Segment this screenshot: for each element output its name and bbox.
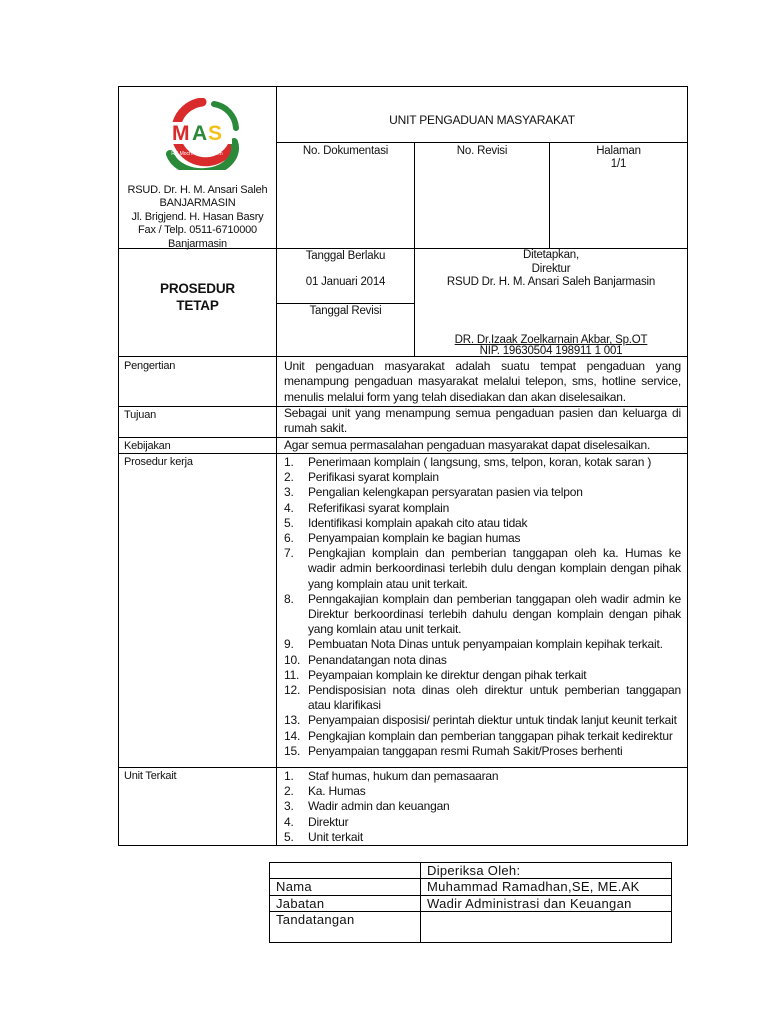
unit-terkait-item-text: Staf humas, hukum dan pemasaaran [308, 769, 499, 783]
page-value: 1/1 [610, 158, 627, 170]
hospital-name: RSUD. Dr. H. M. Ansari Saleh [127, 184, 268, 196]
tujuan-label: Tujuan [124, 409, 157, 421]
page-label: Halaman [596, 145, 641, 157]
kebijakan-text: Agar semua permasalahan pengaduan masyarakat dapat diselesaikan. [284, 438, 651, 452]
prosedur-step-number: 5. [284, 515, 294, 530]
unit-terkait-item-number: 5. [284, 829, 294, 844]
protap-title [119, 280, 276, 314]
prosedur-step-text: Penyampaian tanggapan resmi Rumah Sakit/Proses berhenti [308, 743, 623, 758]
prosedur-step-text: Penyampaian disposisi/ perintah diektur untuk tindak lanjut keunit terkait [308, 713, 677, 728]
protap-title-line2: TETAP [176, 298, 219, 313]
director-title: Direktur [531, 262, 571, 275]
prosedur-step-number: 6. [284, 531, 294, 546]
pengertian-label: Pengertian [124, 360, 176, 372]
verified-by-header: Diperiksa Oleh: [427, 863, 521, 878]
hospital-identity [119, 184, 276, 251]
unit-terkait-item-number: 1. [284, 769, 294, 783]
set-by: Ditetapkan, [523, 249, 579, 261]
unit-terkait-item-text: Ka. Humas [308, 784, 366, 799]
prosedur-step-text: Pengkajian komplain dan pemberian tanggapan pihak terkait kedirektur [308, 728, 673, 743]
prosedur-step-number: 3. [284, 485, 294, 500]
institution-name: RSUD Dr. H. M. Ansari Saleh Banjarmasin [446, 276, 656, 288]
unit-terkait-item [284, 815, 681, 830]
prosedur-steps-list [284, 455, 681, 759]
signature-label: Tandatangan [276, 912, 355, 927]
approval-block [415, 249, 687, 290]
prosedur-step [284, 713, 681, 728]
prosedur-step-text: Pengkajian komplain dan pemberian tanggapan oleh ka. Humas ke wadir admin berkoordinasi terlebih dulu dengan komplain dengan pihak yang komplain atau unit terkait. [308, 546, 681, 591]
hospital-address: Jl. Brigjend. H. Hasan Basry [131, 210, 264, 223]
kebijakan-label: Kebijakan [124, 440, 171, 452]
prosedur-step-text: Penerimaan komplain ( langsung, sms, telpon, koran, kotak saran ) [308, 455, 652, 469]
doc-number-label: No. Dokumentasi [302, 145, 389, 157]
prosedur-step-number: 15. [284, 743, 301, 758]
unit-terkait-item [284, 799, 681, 814]
hospital-logo [148, 98, 244, 170]
prosedur-step [284, 485, 681, 500]
prosedur-step-number: 12. [284, 683, 301, 698]
logo-text-s: S [208, 122, 223, 145]
prosedur-step-number: 11. [284, 667, 300, 682]
revision-date-label: Tanggal Revisi [309, 305, 382, 317]
hospital-city: BANJARMASIN [159, 197, 236, 210]
prosedur-step [284, 546, 681, 592]
prosedur-step [284, 744, 681, 759]
prosedur-step-number: 1. [284, 455, 294, 469]
prosedur-step-text: Pendisposisian nota dinas oleh direktur untuk pemberian tanggapan atau klarifikasi [308, 683, 681, 713]
signer-name: DR. Dr.Izaak Zoelkarnain Akbar, Sp.OT [454, 334, 648, 346]
unit-terkait-item [284, 830, 681, 845]
prosedur-step-text: Identifikasi komplain apakah cito atau tidak [308, 515, 528, 530]
hospital-address-city: Banjarmasin [168, 237, 227, 250]
revision-number-label: No. Revisi [456, 145, 508, 157]
prosedur-step [284, 516, 681, 531]
tujuan-text: Sebagai unit yang menampung semua pengaduan pasien dan keluarga di rumah sakit. [284, 406, 681, 436]
name-value: Muhammad Ramadhan,SE, ME.AK [427, 879, 640, 894]
pengertian-text: Unit pengaduan masyarakat adalah suatu tempat pengaduan yang menampung pengaduan masyarakat melalui telepon, sms, hotline service, menulis melalui form yang telah disediakan dan akan diselesaikan. [284, 359, 681, 404]
unit-terkait-item-number: 3. [284, 799, 294, 814]
prosedur-step-text: Referifikasi syarat komplain [308, 500, 450, 515]
prosedur-step [284, 455, 681, 470]
prosedur-step-number: 9. [284, 637, 294, 652]
prosedur-step-number: 7. [284, 546, 294, 561]
logo-text-m: M [172, 122, 190, 145]
prosedur-step [284, 683, 681, 713]
prosedur-label: Prosedur kerja [124, 456, 193, 468]
prosedur-step [284, 592, 681, 638]
unit-terkait-item-text: Wadir admin dan keuangan [308, 799, 450, 814]
prosedur-step-text: Penyampaian komplain ke bagian humas [308, 531, 521, 546]
unit-terkait-item-text: Direktur [308, 814, 349, 829]
hospital-contact: Fax / Telp. 0511-6710000 [138, 224, 257, 237]
prosedur-step-number: 4. [284, 500, 294, 515]
name-label: Nama [276, 879, 312, 894]
prosedur-step-text: Pengalian kelengkapan persyaratan pasien via telpon [308, 485, 583, 500]
unit-terkait-label: Unit Terkait [124, 770, 177, 782]
signer-nip: NIP. 19630504 198911 1 001 [479, 345, 623, 357]
unit-terkait-item-text: Unit terkait [308, 829, 363, 844]
prosedur-step-text: Perifikasi syarat komplain [308, 470, 439, 485]
logo-subtext: RS Moch. Ansari Saleh [171, 151, 223, 157]
prosedur-step-text: Penngakajian komplain dan pemberian tanggapan oleh wadir admin ke Direktur berkoordinasi terlebih dahulu dengan komplain dengan pihak yang komlain atau unit terkait. [308, 591, 681, 637]
effective-date-value: 01 Januari 2014 [305, 276, 386, 288]
prosedur-step-text: Penandatangan nota dinas [308, 652, 447, 667]
position-label: Jabatan [276, 896, 325, 911]
prosedur-step-text: Peyampaian komplain ke direktur dengan pihak terkait [308, 667, 587, 682]
prosedur-step [284, 470, 681, 485]
prosedur-step-number: 8. [284, 591, 294, 606]
prosedur-step [284, 653, 681, 668]
unit-terkait-item [284, 769, 681, 784]
logo-text-a: A [192, 122, 208, 145]
prosedur-step-number: 13. [284, 713, 301, 728]
prosedur-step-text: Pembuatan Nota Dinas untuk penyampaian komplain kepihak terkait. [308, 637, 663, 652]
unit-terkait-item [284, 784, 681, 799]
prosedur-step [284, 501, 681, 516]
unit-terkait-item-number: 4. [284, 814, 294, 829]
effective-date-label: Tanggal Berlaku [305, 250, 386, 262]
prosedur-step [284, 729, 681, 744]
unit-title: UNIT PENGADUAN MASYARAKAT [389, 113, 575, 127]
prosedur-step [284, 668, 681, 683]
position-value: Wadir Administrasi dan Keuangan [427, 896, 632, 911]
prosedur-step-number: 14. [284, 728, 301, 743]
prosedur-step [284, 637, 681, 652]
unit-terkait-item-number: 2. [284, 784, 294, 799]
prosedur-step [284, 531, 681, 546]
prosedur-step-number: 10. [284, 652, 301, 667]
signature-field [421, 912, 671, 942]
protap-title-line1: PROSEDUR [160, 281, 235, 296]
unit-terkait-list [284, 769, 681, 845]
prosedur-step-number: 2. [284, 470, 294, 485]
